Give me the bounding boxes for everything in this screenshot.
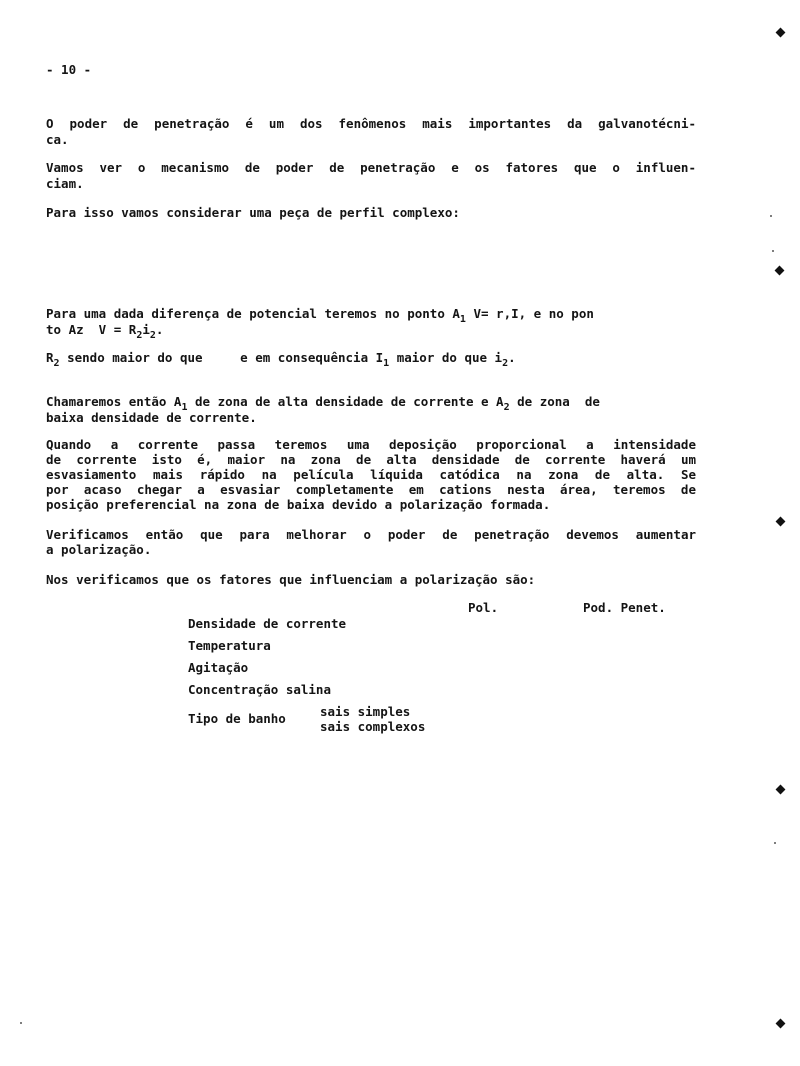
p4-sub-c: 2 [136, 330, 143, 341]
paragraph-7-line-2: de corrente isto é, maior na zona de alta densidade de corrente haverá um [46, 452, 696, 467]
p4-text-a: Para uma dada diferença de potencial teremos no ponto A [46, 306, 460, 321]
paragraph-7-line-4: por acaso chegar a esvasiar completamente em cations nesta área, teremos de [46, 482, 696, 497]
p5-text-a: R [46, 350, 54, 365]
margin-mark [775, 266, 785, 276]
page-number: - 10 - [46, 62, 92, 77]
factor-row: Densidade de corrente [188, 616, 347, 631]
paragraph-7-line-3: esvasiamento mais rápido na película líquida catódica na zona de alta. Se [46, 467, 696, 482]
paragraph-7-line-5: posição preferencial na zona de baixa devido a polarização formada. [46, 497, 551, 512]
column-header-pod-penet: Pod. Penet. [583, 600, 666, 615]
p6-text-c: de zona de [509, 394, 600, 409]
paragraph-9: Nos verificamos que os fatores que influenciam a polarização são: [46, 572, 536, 587]
paragraph-7-line-1: Quando a corrente passa teremos uma deposição proporcional a intensidade [46, 437, 696, 452]
paragraph-5 [46, 350, 516, 371]
sub-option: sais simples [320, 704, 411, 719]
paragraph-6-line-2: baixa densidade de corrente. [46, 410, 257, 425]
scan-speck [770, 215, 772, 217]
p5-text-b: sendo maior do que e em consequência I [59, 350, 384, 365]
p5-sub-a: 2 [53, 358, 60, 369]
factor-row: Temperatura [188, 638, 271, 653]
p5-text-d: . [508, 350, 516, 365]
paragraph-4-line-2 [46, 322, 163, 343]
paragraph-1-line-2: ca. [46, 132, 69, 147]
p4-sub-a: 1 [459, 314, 466, 325]
margin-mark [776, 1019, 786, 1029]
p4-text-e: . [155, 322, 164, 337]
factor-row: Agitação [188, 660, 249, 675]
p5-text-c: maior do que i [389, 350, 503, 365]
paragraph-8-line-2: a polarização. [46, 542, 152, 557]
p4-sub-d: 2 [149, 330, 156, 341]
p4-text-d: i [142, 322, 150, 337]
p6-sub-a: 1 [181, 402, 188, 413]
column-header-pol: Pol. [468, 600, 499, 615]
paragraph-8-line-1: Verificamos então que para melhorar o poder de penetração devemos aumentar [46, 527, 696, 542]
paragraph-3: Para isso vamos considerar uma peça de perfil complexo: [46, 205, 460, 220]
p6-text-b: de zona de alta densidade de corrente e A [187, 394, 504, 409]
paragraph-2-line-2: ciam. [46, 176, 84, 191]
margin-mark [776, 517, 786, 527]
paragraph-2-line-1: Vamos ver o mecanismo de poder de penetração e os fatores que o influen- [46, 160, 696, 175]
sub-option: sais complexos [320, 719, 426, 734]
p5-sub-c: 2 [502, 358, 509, 369]
margin-mark [776, 785, 786, 795]
p4-text-c: to Az V = R [46, 322, 137, 337]
p6-sub-b: 2 [503, 402, 510, 413]
p5-sub-b: 1 [383, 358, 390, 369]
factor-row: Concentração salina [188, 682, 331, 697]
scan-speck [774, 842, 776, 844]
p4-text-b: V= r,I, e no pon [465, 306, 594, 321]
scan-speck [20, 1022, 22, 1024]
scan-speck [772, 250, 774, 252]
paragraph-1-line-1: O poder de penetração é um dos fenômenos mais importantes da galvanotécni- [46, 116, 696, 131]
factor-row-tipo-de-banho: Tipo de banho [188, 711, 286, 726]
p6-text-a: Chamaremos então A [46, 394, 182, 409]
margin-mark [776, 28, 786, 38]
